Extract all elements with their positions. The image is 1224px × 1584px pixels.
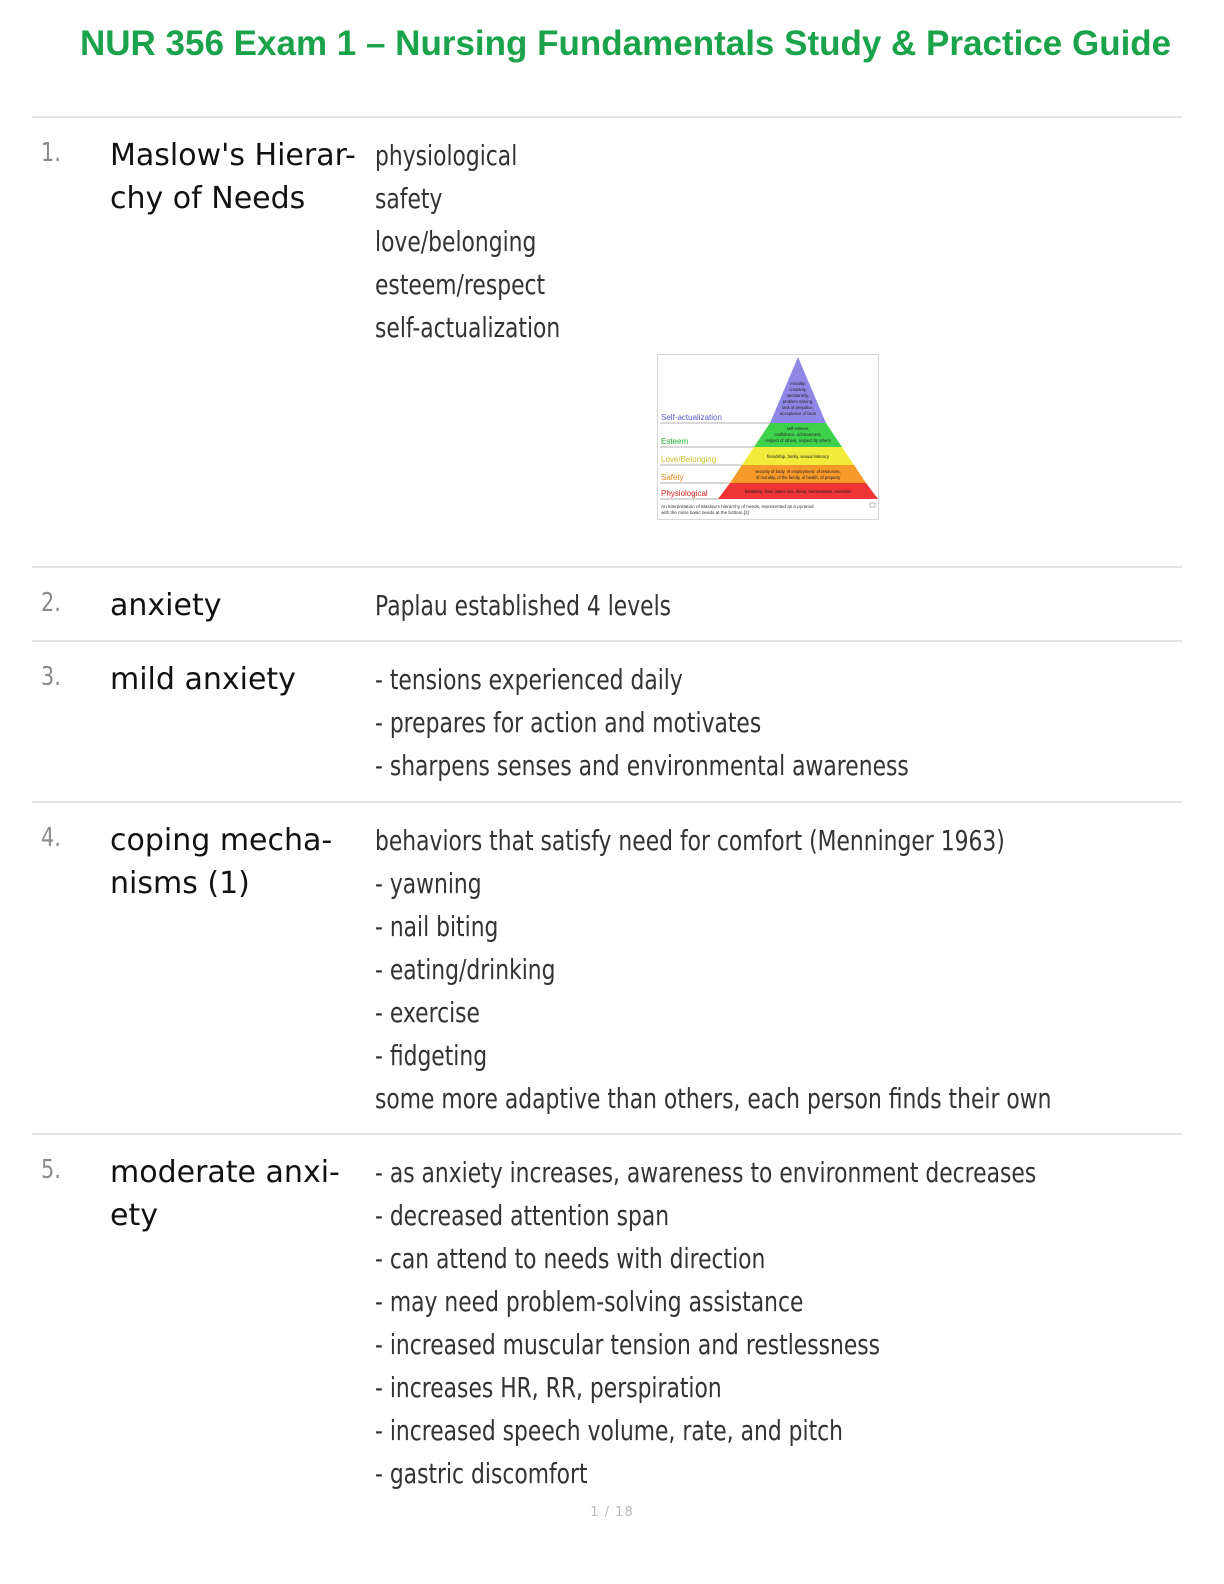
definition-line: - nail biting [375, 910, 499, 943]
definition-line: love/belonging [375, 225, 537, 258]
term-line: anxiety [110, 588, 222, 623]
flashcard [32, 1133, 1182, 1503]
card-number: 5. [41, 1155, 61, 1185]
figure-caption: with the more basic needs at the bottom.[2] [661, 510, 749, 515]
card-number: 2. [41, 588, 61, 618]
flashcard [32, 801, 1182, 1133]
tier-text: breathing, food, water, sex, sleep, homeostasis, excretion [744, 489, 852, 494]
tier-text: acceptance of facts [779, 411, 817, 416]
definition-line: safety [375, 182, 443, 215]
card-definition [375, 1151, 1175, 1495]
definition-line: - fidgeting [375, 1039, 488, 1072]
flashcard [32, 116, 1182, 566]
tier-text: morality, [790, 381, 806, 386]
definition-line: - decreased attention span [375, 1199, 670, 1232]
definition-line: - can attend to needs with direction [375, 1242, 766, 1275]
definition-line: - tensions experienced daily [375, 663, 683, 696]
tier-safety [730, 465, 866, 483]
card-number: 3. [41, 662, 61, 692]
card-definition [375, 819, 1175, 1120]
definition-line: - increases HR, RR, perspiration [375, 1371, 722, 1404]
level-name: Esteem [661, 437, 689, 446]
definition-line: - exercise [375, 996, 480, 1029]
tier-text: problem solving, [782, 399, 814, 404]
level-name: Self-actualization [661, 413, 722, 422]
definition-line: - increased muscular tension and restlessness [375, 1328, 881, 1361]
tier-text: confidence, achievement, [774, 432, 822, 437]
definition-line: physiological [375, 139, 518, 172]
card-term [110, 584, 360, 627]
card-term [110, 658, 360, 701]
page-title: NUR 356 Exam 1 – Nursing Fundamentals Study & Practice Guide [80, 24, 1172, 63]
maslow-pyramid-figure [657, 354, 879, 520]
card-definition [375, 584, 1175, 627]
card-term [110, 134, 360, 220]
figure-caption: An interpretation of Maslow's hierarchy of needs, represented as a pyramid [661, 504, 814, 509]
level-name: Safety [661, 473, 684, 482]
term-line: chy of Needs [110, 181, 306, 216]
flashcard [32, 640, 1182, 801]
expand-icon[interactable] [870, 503, 875, 507]
term-line: coping mecha- [110, 823, 333, 858]
tier-text: creativity, [789, 387, 807, 392]
definition-line: Paplau established 4 levels [375, 589, 672, 622]
card-definition [375, 134, 1175, 349]
level-name: Love/Belonging [661, 455, 717, 464]
definition-line: - increased speech volume, rate, and pitch [375, 1414, 844, 1447]
tier-text: respect of others, respect by others [765, 438, 831, 443]
tier-text: friendship, family, sexual intimacy [766, 454, 830, 459]
term-line: ety [110, 1198, 158, 1233]
term-line: moderate anxi- [110, 1155, 340, 1190]
term-line: Maslow's Hierar- [110, 138, 356, 173]
tier-text: lack of prejudice, [782, 405, 814, 410]
card-definition [375, 658, 1175, 787]
card-number: 1. [41, 138, 61, 168]
term-line: mild anxiety [110, 662, 296, 697]
definition-line: - eating/drinking [375, 953, 556, 986]
tier-text: self-esteem, [786, 426, 810, 431]
flashcard [32, 566, 1182, 640]
definition-line: - prepares for action and motivates [375, 706, 762, 739]
definition-line: - as anxiety increases, awareness to environment decreases [375, 1156, 1037, 1189]
definition-line: some more adaptive than others, each person finds their own [375, 1082, 1052, 1115]
definition-line: - sharpens senses and environmental awareness [375, 749, 909, 782]
definition-line: - yawning [375, 867, 482, 900]
tier-text: of morality, of the family, of health, of property [755, 475, 841, 480]
tier-text: security of body, of employment, of resources, [755, 469, 841, 474]
card-term [110, 819, 360, 905]
card-number: 4. [41, 823, 61, 853]
page-counter: 1 / 18 [590, 1505, 634, 1520]
definition-line: - gastric discomfort [375, 1457, 588, 1490]
maslow-pyramid-diagram [658, 355, 878, 519]
level-name: Physiological [661, 489, 708, 498]
definition-line: behaviors that satisfy need for comfort (Menninger 1963) [375, 824, 1005, 857]
definition-line: - may need problem-solving assistance [375, 1285, 804, 1318]
definition-line: esteem/respect [375, 268, 546, 301]
definition-line: self-actualization [375, 311, 561, 344]
flashcard-list [32, 116, 1182, 1503]
tier-text: spontaneity, [786, 393, 810, 398]
card-term [110, 1151, 360, 1237]
term-line: nisms (1) [110, 866, 250, 901]
